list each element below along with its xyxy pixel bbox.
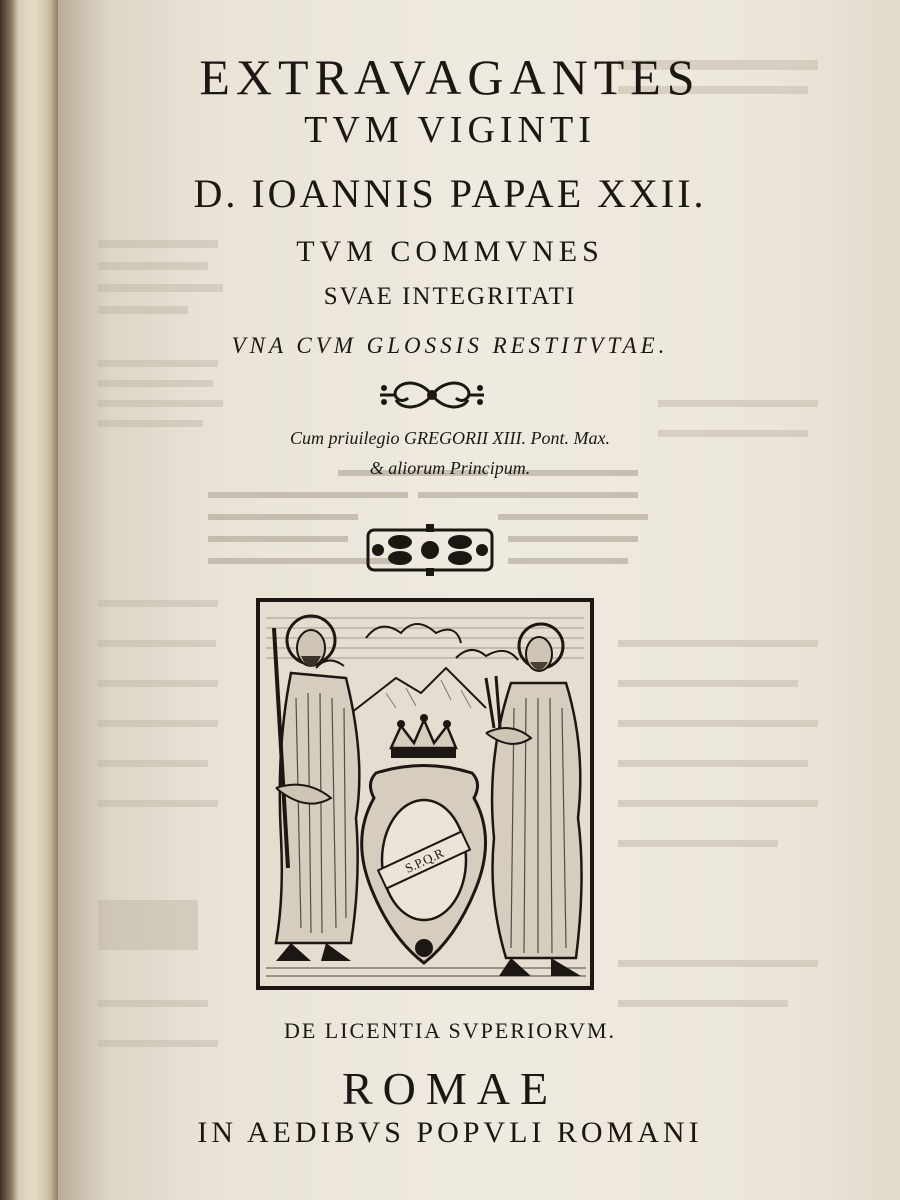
fleuron-ornament-icon <box>376 374 488 416</box>
crown-icon <box>391 714 456 758</box>
imprint-city: ROMAE <box>341 1063 559 1114</box>
title-line-extravagantes: EXTRAVAGANTES <box>199 49 701 105</box>
title-line-suae-integritati: SVAE INTEGRITATI <box>323 283 577 310</box>
spqr-inscription: S.P.Q.R <box>402 845 446 876</box>
privilege-line: Cum priuilegio GREGORII XIII. Pont. Max. <box>290 428 610 448</box>
imprint-printer: IN AEDIBVS POPVLI ROMANI <box>197 1116 703 1149</box>
license-line: DE LICENTIA SVPERIORVM. <box>283 1018 617 1043</box>
title-line-tum-communes: TVM COMMVNES <box>296 235 604 268</box>
title-line-tum-viginti: TVM VIGINTI <box>304 109 596 151</box>
floral-ornament-icon <box>360 522 500 578</box>
woodcut-saints-engraving <box>256 598 594 990</box>
privilege-line-2: & aliorum Principum. <box>369 458 531 478</box>
title-line-una-cum-glossis: VNA CVM GLOSSIS RESTITVTAE. <box>231 333 669 358</box>
title-line-ioannis: D. IOANNIS PAPAE XXII. <box>193 171 707 216</box>
